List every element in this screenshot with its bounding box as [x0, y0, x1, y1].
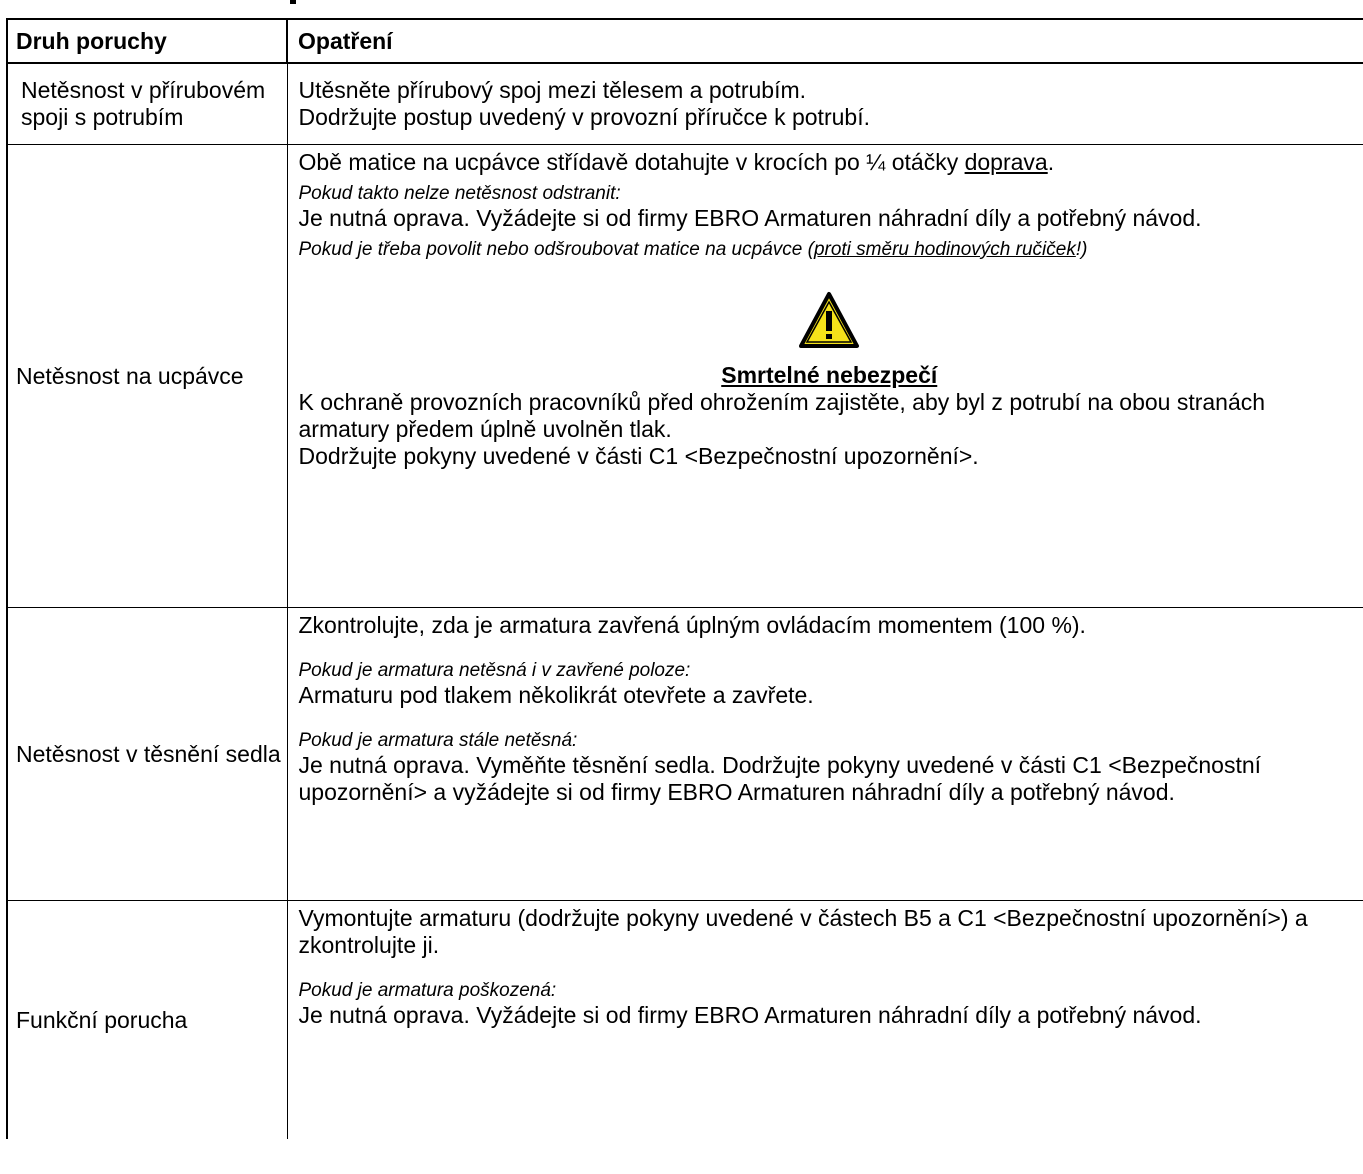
- direction-right-text: doprava: [964, 149, 1048, 175]
- table-row: [7, 145, 1363, 608]
- action-cell: [288, 77, 1363, 131]
- column-header-fault-type: Druh poruchy: [7, 19, 287, 63]
- repair-instruction: Je nutná oprava. Vyměňte těsnění sedla. Dodržujte pokyny uvedené v části C1 <Bezpečnostní upozornění> a vyžádejte si od firmy EBRO Armaturen náhradní díly a potřebný návod.: [298, 752, 1262, 805]
- fault-type-cell: Funkční porucha: [16, 1006, 188, 1033]
- counterclockwise-text: proti směru hodinových ručiček: [813, 239, 1076, 260]
- warning-title: Smrtelné nebezpečí: [721, 362, 938, 388]
- column-header-action: Opatření: [287, 19, 1363, 63]
- action-line: Utěsněte přírubový spoj mezi tělesem a potrubím.: [298, 77, 807, 103]
- table-row: [7, 63, 1363, 145]
- fault-type-cell: Netěsnost na ucpávce: [16, 362, 244, 389]
- warning-text: K ochraně provozních pracovníků před ohrožením zajistěte, aby byl z potrubí na obou stranách armatury předem úplně uvolněn tlak.: [298, 389, 1266, 442]
- check-instruction: Zkontrolujte, zda je armatura zavřená úplným ovládacím momentem (100 %).: [298, 612, 1086, 638]
- table-header-row: [7, 19, 1363, 63]
- condition-note: Pokud takto nelze netěsnost odstranit:: [298, 183, 621, 204]
- fault-table: [6, 18, 1363, 1139]
- table-row: [7, 608, 1363, 901]
- condition-note: Pokud je třeba povolit nebo odšroubovat matice na ucpávce (proti směru hodinových ručiček!): [298, 239, 1088, 260]
- condition-note: Pokud je armatura poškozená:: [298, 980, 557, 1001]
- tighten-instruction: Obě matice na ucpávce střídavě dotahujte v krocích po ¼ otáčky doprava.: [298, 149, 1055, 175]
- action-line: Dodržujte postup uvedený v provozní příručce k potrubí.: [298, 104, 870, 130]
- warning-reference: Dodržujte pokyny uvedené v části C1 <Bezpečnostní upozornění>.: [298, 443, 979, 469]
- fault-type-cell: Netěsnost v těsnění sedla: [16, 740, 281, 767]
- condition-note: Pokud je armatura stále netěsná:: [298, 730, 578, 751]
- fault-type-cell: Netěsnost v přírubovém spoji s potrubím: [21, 77, 266, 130]
- condition-note: Pokud je armatura netěsná i v zavřené poloze:: [298, 660, 691, 681]
- table-row: [7, 901, 1363, 1140]
- warning-triangle-icon: [798, 291, 860, 349]
- repair-instruction: Je nutná oprava. Vyžádejte si od firmy EBRO Armaturen náhradní díly a potřebný návod.: [298, 1002, 1202, 1028]
- action-cell: [288, 608, 1363, 806]
- action-instruction: Vymontujte armaturu (dodržujte pokyny uvedené v částech B5 a C1 <Bezpečnostní upozornění>) a zkontrolujte ji.: [298, 905, 1308, 958]
- action-cell: [288, 901, 1363, 1029]
- action-instruction: Armaturu pod tlakem několikrát otevřete a zavřete.: [298, 682, 814, 708]
- action-cell: [288, 145, 1363, 470]
- page-top-fragment: [290, 0, 296, 4]
- repair-instruction: Je nutná oprava. Vyžádejte si od firmy EBRO Armaturen náhradní díly a potřebný návod.: [298, 205, 1202, 231]
